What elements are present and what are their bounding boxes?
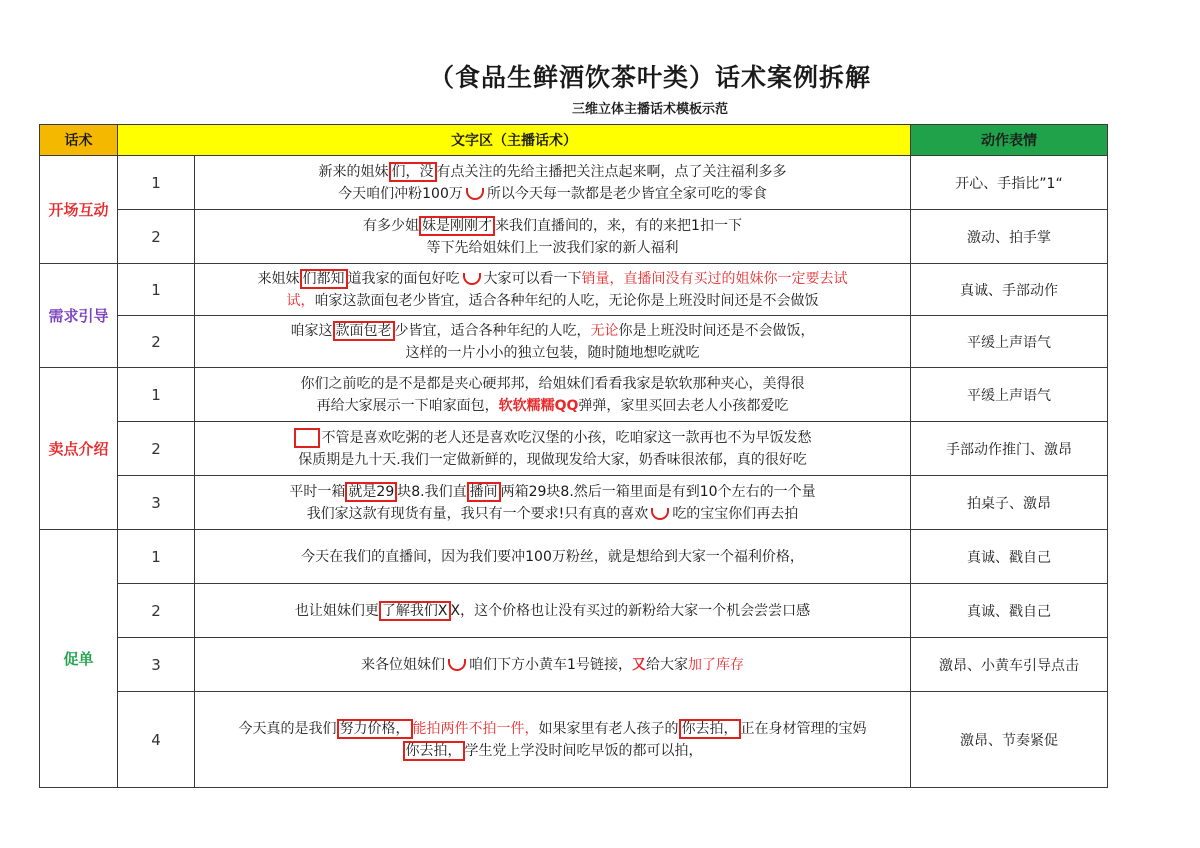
annotation-box (294, 428, 320, 448)
script-text: 今天在我们的直播间，因为我们要冲100万粉丝，就是想给到大家一个福利价格， (195, 530, 911, 584)
row-number: 3 (118, 476, 195, 530)
script-text: 咱家这 款面包老 少皆宜，适合各种年纪的人吃，无论你是上班没时间还是不会做饭， 这样的一片小小的独立包装，随时随地想吃就吃 (195, 316, 911, 368)
table-row (40, 584, 1108, 638)
table-row (40, 264, 1108, 316)
script-text: 平时一箱 就是29 块8.我们直 播间 两箱29块8.然后一箱里面是有到10个左右的一个量 我们家这款有现货有量，我只有一个要求!只有真的喜欢 吃的宝宝你们再去拍 (195, 476, 911, 530)
table-row (40, 422, 1108, 476)
row-number: 1 (118, 156, 195, 210)
script-text: 你们之前吃的是不是都是夹心硬邦邦，给姐妹们看看我家是软软那种夹心，美得很 再给大家展示一下咱家面包，软软糯糯QQ弹弹，家里买回去老人小孩都爱吃 (195, 368, 911, 422)
action-cell: 平缓上声语气 (911, 368, 1108, 422)
action-cell: 平缓上声语气 (911, 316, 1108, 368)
action-cell: 手部动作推门、激昂 (911, 422, 1108, 476)
row-number: 2 (118, 316, 195, 368)
table-row (40, 638, 1108, 692)
script-text: 也让姐妹们更 了解我们X X，这个价格也让没有买过的新粉给大家一个机会尝尝口感 (195, 584, 911, 638)
script-text: 来各位姐妹们 咱们下方小黄车1号链接，又给大家加了库存 (195, 638, 911, 692)
action-cell: 真诚、手部动作 (911, 264, 1108, 316)
row-number: 1 (118, 368, 195, 422)
row-number: 2 (118, 210, 195, 264)
table-row (40, 316, 1108, 368)
action-cell: 开心、手指比”1“ (911, 156, 1108, 210)
script-text: 新来的姐妹 们，没 有点关注的先给主播把关注点起来啊，点了关注福利多多 今天咱们冲粉100万 所以今天每一款都是老少皆宜全家可吃的零食 (195, 156, 911, 210)
annotation-arc (466, 188, 484, 200)
script-table (39, 124, 1108, 788)
table-row (40, 368, 1108, 422)
action-cell: 激昂、节奏紧促 (911, 692, 1108, 788)
category-promo: 促单 (40, 530, 118, 788)
category-opening: 开场互动 (40, 156, 118, 264)
table-header-row (40, 125, 1108, 156)
annotation-arc (448, 659, 466, 671)
page-subtitle: 三维立体主播话术模板示范 (571, 102, 728, 117)
script-text: 有多少姐 妹是刚刚才 来我们直播间的，来，有的来把1扣一下 等下先给姐妹们上一波我们家的新人福利 (195, 210, 911, 264)
row-number: 2 (118, 422, 195, 476)
action-cell: 激动、拍手掌 (911, 210, 1108, 264)
header-action: 动作表情 (911, 125, 1108, 156)
annotation-arc (463, 273, 481, 285)
header-script-type: 话术 (40, 125, 118, 156)
header-text-area: 文字区（主播话术） (118, 125, 911, 156)
annotation-arc (651, 508, 669, 520)
row-number: 2 (118, 584, 195, 638)
row-number: 4 (118, 692, 195, 788)
table-row (40, 156, 1108, 210)
script-text: 不管是喜欢吃粥的老人还是喜欢吃汉堡的小孩，吃咱家这一款再也不为早饭发愁 保质期是九十天.我们一定做新鲜的，现做现发给大家，奶香味很浓郁，真的很好吃 (195, 422, 911, 476)
table-row (40, 210, 1108, 264)
page-title: （食品生鲜酒饮茶叶类）话术案例拆解 (428, 63, 871, 92)
action-cell: 激昂、小黄车引导点击 (911, 638, 1108, 692)
table-row (40, 692, 1108, 788)
action-cell: 真诚、戳自己 (911, 584, 1108, 638)
table-row (40, 530, 1108, 584)
row-number: 1 (118, 264, 195, 316)
row-number: 3 (118, 638, 195, 692)
category-selling: 卖点介绍 (40, 368, 118, 530)
script-text: 来姐妹 们都知 道我家的面包好吃 大家可以看一下销量，直播间没有买过的姐妹你一定要去试 试，咱家这款面包老少皆宜，适合各种年纪的人吃，无论你是上班没时间还是不会做饭 (195, 264, 911, 316)
table-row (40, 476, 1108, 530)
row-number: 1 (118, 530, 195, 584)
script-text: 今天真的是我们 努力价格， 能拍两件不拍一件，如果家里有老人孩子的 你去拍， 正在身材管理的宝妈 你去拍， 学生党上学没时间吃早饭的都可以拍， (195, 692, 911, 788)
action-cell: 拍桌子、激昂 (911, 476, 1108, 530)
action-cell: 真诚、戳自己 (911, 530, 1108, 584)
category-demand: 需求引导 (40, 264, 118, 368)
